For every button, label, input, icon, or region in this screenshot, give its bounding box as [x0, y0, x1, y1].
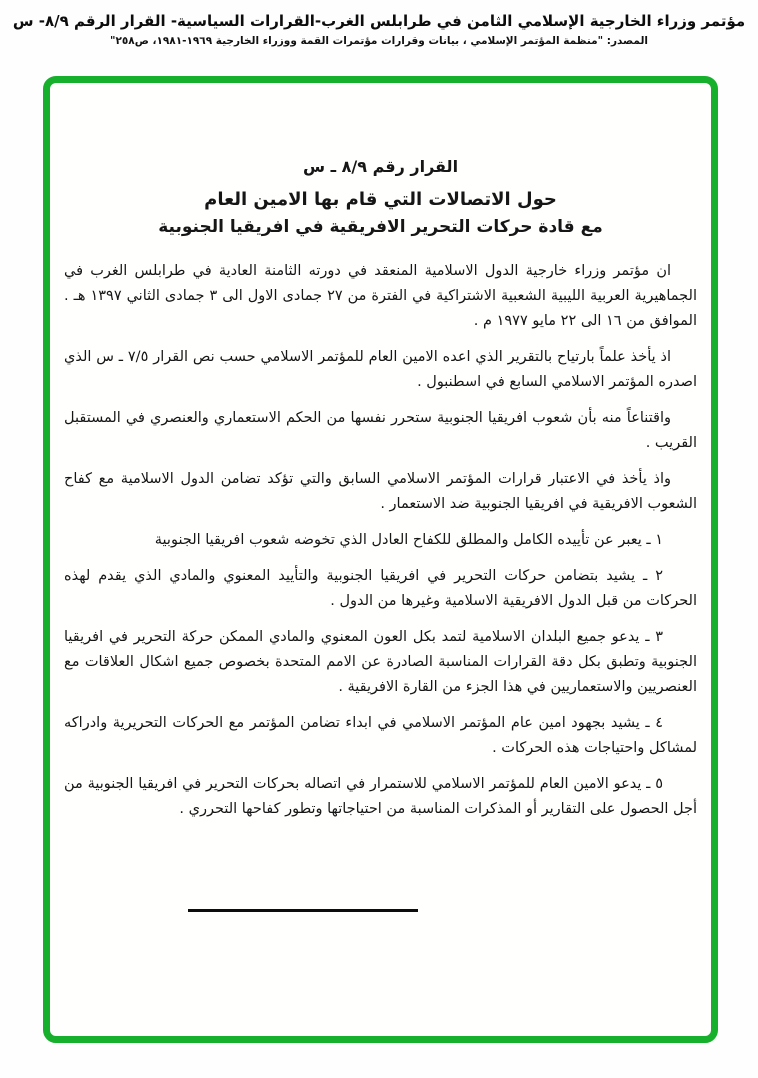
numbered-item-4: ٤ ـ يشيد بجهود امين عام المؤتمر الاسلامي في ابداء تضامن المؤتمر مع الحركات التحريرية وادراكه لمشاكل واحتياجات هذه الحركات . — [64, 715, 697, 756]
source-header-citation: المصدر: "منظمة المؤتمر الإسلامي ، بيانات وقرارات مؤتمرات القمة ووزراء الخارجية ١٩٦٩-١٩٨١، ص٢٥٨" — [109, 35, 648, 47]
document-title: حول الاتصالات التي قام بها الامين العام — [204, 189, 557, 210]
document-subtitle: مع قادة حركات التحرير الافريقية في افريقيا الجنوبية — [158, 217, 603, 237]
numbered-item-5: ٥ ـ يدعو الامين العام للمؤتمر الاسلامي للاستمرار في اتصاله بحركات التحرير في افريقيا الجنوبية من أجل الحصول على التقارير أو المذكرات المناسبة من احتياجاتها وتطور كفاحها التحرري . — [64, 776, 697, 817]
end-divider-line — [188, 909, 418, 912]
source-header-title: مؤتمر وزراء الخارجية الإسلامي الثامن في طرابلس الغرب-القرارات السياسية- القرار الرقم ٨/٩- س — [12, 12, 746, 30]
numbered-item-3: ٣ ـ يدعو جميع البلدان الاسلامية لتمد بكل العون المعنوي والمادي الممكن حركة التحرير في افريقيا الجنوبية وتطبق بكل دقة القرارات المناسبة الصادرة عن الامم المتحدة بخصوص جميع اشكال العلاقات مع العنصريين والاستعماريين في هذا الجزء من القارة الافريقية . — [64, 629, 697, 695]
numbered-item-1: ١ ـ يعبر عن تأييده الكامل والمطلق للكفاح العادل الذي تخوضه شعوب افريقيا الجنوبية — [154, 532, 663, 548]
decision-number: القرار رقم ٨/٩ ـ س — [302, 157, 459, 176]
document-body — [50, 83, 711, 833]
paragraph-preamble-2: اذ يأخذ علماً بارتياح بالتقرير الذي اعده الامين العام للمؤتمر الاسلامي حسب نص القرار ٧/٥ ـ س الذي اصدره المؤتمر الاسلامي السابع في اسطنبول . — [64, 349, 697, 390]
paragraph-preamble-3: واقتناعاً منه بأن شعوب افريقيا الجنوبية ستحرر نفسها من الحكم الاستعماري والعنصري في المستقبل القريب . — [64, 410, 697, 451]
numbered-item-2: ٢ ـ يشيد بتضامن حركات التحرير في افريقيا الجنوبية والتأييد المعنوي والمادي الذي يقدم لهذه الحركات من قبل الدول الافريقية الاسلامية وغيرها من الدول . — [64, 568, 697, 609]
source-header — [0, 12, 758, 47]
paragraph-preamble-1: ان مؤتمر وزراء خارجية الدول الاسلامية المنعقد في دورته الثامنة العادية في طرابلس الغرب في الجماهيرية العربية الليبية الشعبية الاشتراكية في الفترة من ٢٧ جمادى الاول الى ٣ جمادى الثاني ١٣٩٧ هـ . الموافق من ١٦ الى ٢٢ مايو ١٩٧٧ م . — [64, 263, 697, 329]
paragraph-preamble-4: واذ يأخذ في الاعتبار قرارات المؤتمر الاسلامي السابق والتي تؤكد تضامن الدول الاسلامية مع كفاح الشعوب الافريقية في افريقيا الجنوبية ضد الاستعمار . — [64, 471, 697, 512]
